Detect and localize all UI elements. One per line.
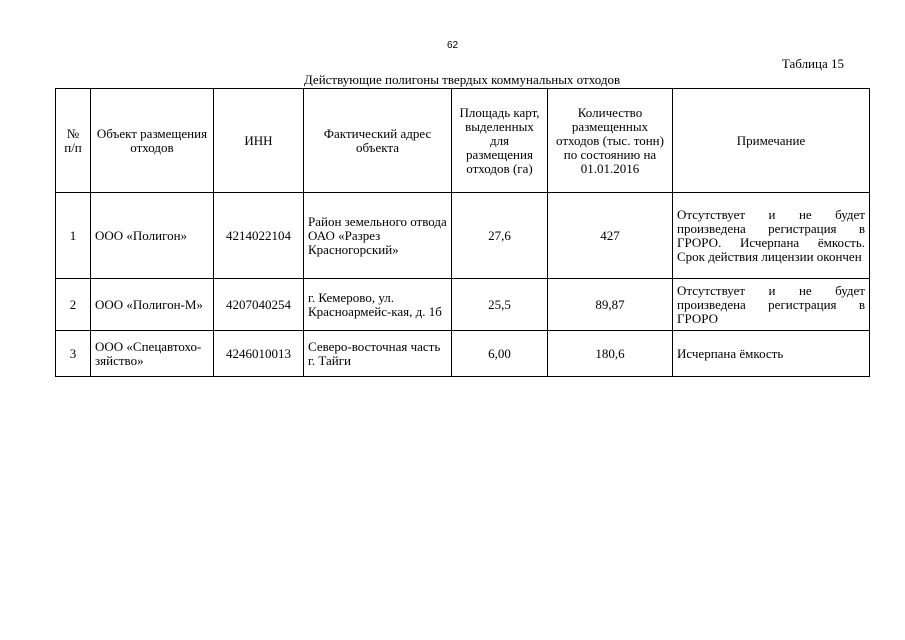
table-label: Таблица 15 bbox=[781, 56, 844, 71]
cell-object: ООО «Спецавтохо-зяйство» bbox=[91, 331, 214, 377]
cell-inn: 4214022104 bbox=[214, 193, 304, 279]
table-row bbox=[56, 279, 870, 331]
header-note: Примечание bbox=[673, 89, 870, 193]
page-number: 62 bbox=[446, 40, 459, 51]
cell-object: ООО «Полигон» bbox=[91, 193, 214, 279]
landfills-table bbox=[55, 88, 870, 377]
table-row bbox=[56, 193, 870, 279]
cell-object: ООО «Полигон-М» bbox=[91, 279, 214, 331]
cell-address: Район земельного отвода ОАО «Разрез Красногорский» bbox=[304, 193, 452, 279]
cell-note: Отсутствует и не будет произведена регистрация в ГРОРО. Исчерпана ёмкость. Срок действия лицензии окончен bbox=[673, 193, 870, 279]
cell-area: 27,6 bbox=[452, 193, 548, 279]
cell-note: Отсутствует и не будет произведена регистрация в ГРОРО bbox=[673, 279, 870, 331]
cell-inn: 4207040254 bbox=[214, 279, 304, 331]
cell-address: Северо-восточная часть г. Тайги bbox=[304, 331, 452, 377]
cell-inn: 4246010013 bbox=[214, 331, 304, 377]
table-row bbox=[56, 331, 870, 377]
cell-quantity: 180,6 bbox=[548, 331, 673, 377]
header-area: Площадь карт, выделенных для размещения отходов (га) bbox=[452, 89, 548, 193]
header-num: № п/п bbox=[56, 89, 91, 193]
cell-quantity: 427 bbox=[548, 193, 673, 279]
cell-quantity: 89,87 bbox=[548, 279, 673, 331]
table-caption: Действующие полигоны твердых коммунальных отходов bbox=[303, 72, 621, 87]
cell-address: г. Кемерово, ул. Красноармейс-кая, д. 1б bbox=[304, 279, 452, 331]
cell-area: 6,00 bbox=[452, 331, 548, 377]
cell-note: Исчерпана ёмкость bbox=[673, 331, 870, 377]
header-quantity: Количество размещенных отходов (тыс. тонн) по состоянию на 01.01.2016 bbox=[548, 89, 673, 193]
header-inn: ИНН bbox=[214, 89, 304, 193]
header-address: Фактический адрес объекта bbox=[304, 89, 452, 193]
cell-num: 1 bbox=[56, 193, 91, 279]
table-header-row bbox=[56, 89, 870, 193]
header-object: Объект размещения отходов bbox=[91, 89, 214, 193]
cell-num: 3 bbox=[56, 331, 91, 377]
cell-num: 2 bbox=[56, 279, 91, 331]
cell-area: 25,5 bbox=[452, 279, 548, 331]
